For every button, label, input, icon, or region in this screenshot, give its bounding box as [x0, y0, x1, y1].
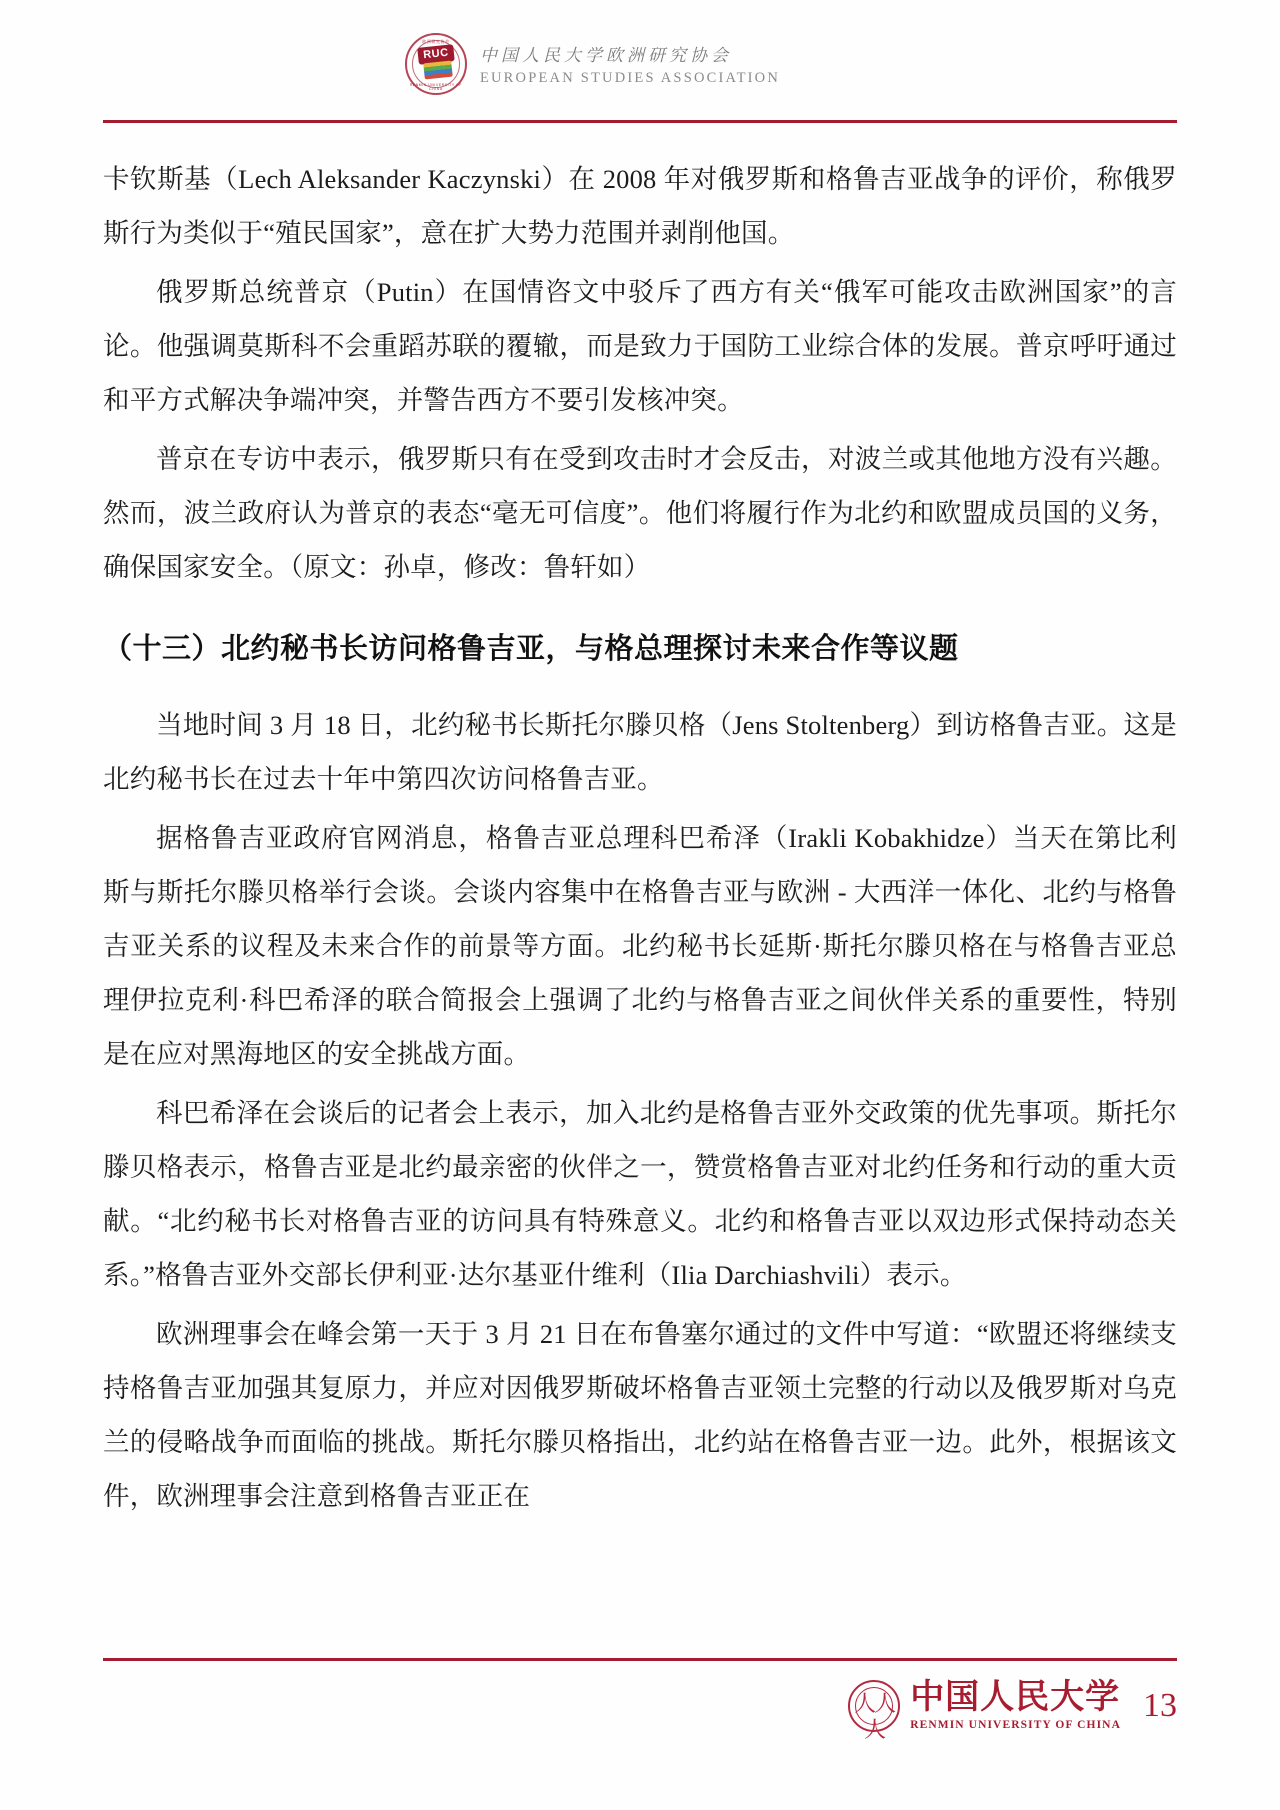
- ruc-seal-three-people-icon: 人人人: [854, 1692, 895, 1743]
- university-name-cn: 中国人民大学: [910, 1679, 1121, 1716]
- header-org-names: [480, 41, 780, 87]
- paragraph-putin-interview: 普京在专访中表示，俄罗斯只有在受到攻击时才会反击，对波兰或其他地方没有兴趣。然而，波兰政府认为普京的表态“毫无可信度”。他们将履行作为北约和欧盟成员国的义务，确保国家安全。（原文：孙卓，修改：鲁轩如）: [103, 444, 1177, 582]
- paragraph-european-council: 欧洲理事会在峰会第一天于 3 月 21 日在布鲁塞尔通过的文件中写道：“欧盟还将继续支持格鲁吉亚加强其复原力，并应对因俄罗斯破坏格鲁吉亚领土完整的行动以及俄罗斯对乌克兰的侵略战争而面临的挑战。斯托尔滕贝格指出，北约站在格鲁吉亚一边。此外，根据该文件，欧洲理事会注意到格鲁吉亚正在: [103, 1319, 1177, 1511]
- header-org-name-cn: 中国人民大学欧洲研究协会: [479, 46, 732, 65]
- paragraph-kobakhidze-talks: 据格鲁吉亚政府官网消息，格鲁吉亚总理科巴希泽（Irakli Kobakhidze）当天在第比利斯与斯托尔滕贝格举行会谈。会谈内容集中在格鲁吉亚与欧洲 - 大西洋一体化、北约与格鲁吉亚关系的议程及未来合作的前景等方面。北约秘书长延斯·斯托尔滕贝格在与格鲁吉亚总理伊拉克利·科巴希泽的联合简报会上强调了北约与格鲁吉亚之间伙伴关系的重要性，特别是在应对黑海地区的安全挑战方面。: [103, 823, 1177, 1069]
- page-header: [0, 28, 1280, 100]
- paragraph-kaczynski: 卡钦斯基（Lech Aleksander Kaczynski）在 2008 年对俄罗斯和格鲁吉亚战争的评价，称俄罗斯行为类似于“殖民国家”，意在扩大势力范围并剥削他国。: [103, 164, 1177, 248]
- page-footer: [0, 1680, 1280, 1760]
- seal-ruc-text: RUC: [417, 44, 455, 65]
- esa-seal-logo-icon: [405, 33, 467, 95]
- header-branding: [405, 33, 780, 95]
- seal-arc-bottom-text: RENMIN UNIVERSITY OF CHINA: [409, 83, 463, 91]
- ruc-wordmark: [910, 1680, 1121, 1732]
- footer-branding: [848, 1679, 1177, 1743]
- page-number: 13: [1143, 1687, 1177, 1724]
- ruc-logo: [848, 1679, 1121, 1743]
- paragraph-stoltenberg-visit: 当地时间 3 月 18 日，北约秘书长斯托尔滕贝格（Jens Stoltenberg）到访格鲁吉亚。这是北约秘书长在过去十年中第四次访问格鲁吉亚。: [103, 710, 1177, 794]
- footer-divider-rule: [103, 1658, 1177, 1661]
- document-body: [103, 152, 1177, 1528]
- header-org-name-en: EUROPEAN STUDIES ASSOCIATION: [479, 70, 781, 86]
- paragraph-press-conference: 科巴希泽在会谈后的记者会上表示，加入北约是格鲁吉亚外交政策的优先事项。斯托尔滕贝格表示，格鲁吉亚是北约最亲密的伙伴之一，赞赏格鲁吉亚对北约任务和行动的重大贡献。“北约秘书长对格鲁吉亚的访问具有特殊意义。北约和格鲁吉亚以双边形式保持动态关系。”格鲁吉亚外交部长伊利亚·达尔基亚什维利（Ilia Darchiashvili）表示。: [103, 1098, 1177, 1290]
- ruc-seal-icon: [848, 1680, 900, 1743]
- seal-arc-top-text: 欧洲研究协会: [422, 39, 450, 44]
- seal-esa-flag-icon: [423, 61, 453, 80]
- paragraph-putin-address: 俄罗斯总统普京（Putin）在国情咨文中驳斥了西方有关“俄军可能攻击欧洲国家”的言论。他强调莫斯科不会重蹈苏联的覆辙，而是致力于国防工业综合体的发展。普京呼吁通过和平方式解决争端冲突，并警告西方不要引发核冲突。: [103, 277, 1177, 415]
- header-divider-rule: [103, 120, 1177, 123]
- section-heading-thirteen: （十三）北约秘书长访问格鲁吉亚，与格总理探讨未来合作等议题: [103, 633, 959, 665]
- university-name-en: RENMIN UNIVERSITY OF CHINA: [910, 1719, 1121, 1731]
